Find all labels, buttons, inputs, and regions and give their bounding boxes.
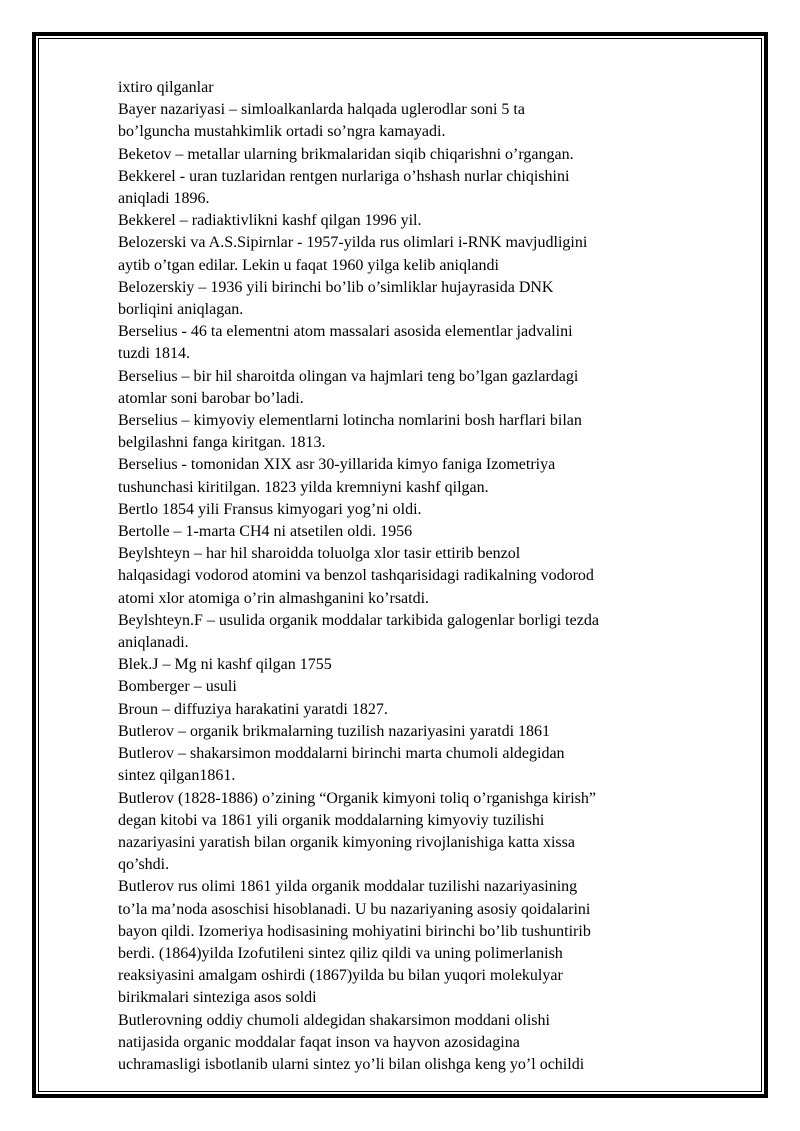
text-line: ixtiro qilganlar bbox=[118, 79, 214, 96]
text-line: Butlerov (1828-1886) o’zining “Organik kimyoni toliq o’rganishga kirish” bbox=[118, 789, 596, 807]
text-line: Bekkerel – radiaktivlikni kashf qilgan 1996 yil. bbox=[118, 212, 422, 230]
text-line: Beylshteyn.F – usulida organik moddalar tarkibida galogenlar borligi tezda bbox=[118, 611, 599, 629]
text-line: atomlar soni barobar bo’ladi. bbox=[118, 389, 304, 407]
text-line: Belozerskiy – 1936 yili birinchi bo’lib o’simliklar hujayrasida DNK bbox=[118, 278, 554, 296]
document-text bbox=[118, 77, 698, 1076]
text-line: bo’lguncha mustahkimlik ortadi so’ngra kamayadi. bbox=[118, 123, 446, 141]
text-line: Bertolle – 1-marta CH4 ni atsetilen oldi. 1956 bbox=[118, 523, 413, 541]
text-line: bayon qildi. Izomeriya hodisasining mohiyatini birinchi bo’lib tushuntirib bbox=[118, 922, 591, 940]
text-line: Beylshteyn – har hil sharoidda toluolga xlor tasir ettirib benzol bbox=[118, 545, 521, 563]
text-line: Butlerov rus olimi 1861 yilda organik moddalar tuzilishi nazariyasining bbox=[118, 878, 578, 896]
text-line: belgilashni fanga kiritgan. 1813. bbox=[118, 434, 326, 452]
text-line: Belozerski va A.S.Sipirnlar - 1957-yilda rus olimlari i-RNK mavjudligini bbox=[118, 234, 588, 252]
text-line: Bayer nazariyasi – simloalkanlarda halqada uglerodlar soni 5 ta bbox=[118, 101, 525, 119]
text-line: Butlerovning oddiy chumoli aldegidan shakarsimon moddani olishi bbox=[118, 1011, 550, 1029]
text-line: Bekkerel - uran tuzlaridan rentgen nurlariga o’hshash nurlar chiqishini bbox=[118, 167, 570, 185]
text-line: uchramasligi isbotlanib ularni sintez yo’li bilan olishga keng yo’l ochildi bbox=[118, 1055, 585, 1073]
text-line: qo’shdi. bbox=[118, 856, 170, 874]
text-line: natijasida organic moddalar faqat inson va hayvon azosidagina bbox=[118, 1033, 520, 1051]
text-line: berdi. (1864)yilda Izofutileni sintez qiliz qildi va uning polimerlanish bbox=[118, 944, 563, 962]
text-line: aytib o’tgan edilar. Lekin u faqat 1960 yilga kelib aniqlandi bbox=[118, 256, 499, 274]
text-line: Berselius – kimyoviy elementlarni lotincha nomlarini bosh harflari bilan bbox=[118, 412, 582, 430]
text-line: Beketov – metallar ularning brikmalaridan siqib chiqarishni o’rgangan. bbox=[118, 145, 574, 163]
text-line: Butlerov – organik brikmalarning tuzilish nazariyasini yaratdi 1861 bbox=[118, 722, 551, 740]
text-line: tuzdi 1814. bbox=[118, 345, 190, 363]
text-line: Bertlo 1854 yili Fransus kimyogari yog’ni oldi. bbox=[118, 500, 422, 518]
text-line: to’la ma’noda asoschisi hisoblanadi. U bu nazariyaning asosiy qoidalarini bbox=[118, 900, 591, 918]
text-line: reaksiyasini amalgam oshirdi (1867)yilda bu bilan yuqori molekulyar bbox=[118, 967, 563, 985]
text-line: degan kitobi va 1861 yili organik moddalarning kimyoviy tuzilishi bbox=[118, 811, 545, 829]
text-line: aniqladi 1896. bbox=[118, 190, 210, 208]
text-line: sintez qilgan1861. bbox=[118, 767, 236, 785]
text-line: atomi xlor atomiga o’rin almashganini ko’rsatdi. bbox=[118, 589, 430, 607]
text-line: birikmalari sinteziga asos soldi bbox=[118, 989, 317, 1007]
text-line: Berselius – bir hil sharoitda olingan va hajmlari teng bo’lgan gazlardagi bbox=[118, 367, 579, 385]
text-line: Berselius - tomonidan XIX asr 30-yillarida kimyo faniga Izometriya bbox=[118, 456, 556, 474]
text-line: halqasidagi vodorod atomini va benzol tashqarisidagi radikalning vodorod bbox=[118, 567, 594, 585]
text-line: borliqini aniqlagan. bbox=[118, 301, 244, 319]
text-line: Blek.J – Mg ni kashf qilgan 1755 bbox=[118, 656, 332, 674]
text-line: tushunchasi kiritilgan. 1823 yilda kremniyni kashf qilgan. bbox=[118, 478, 489, 496]
text-line: nazariyasini yaratish bilan organik kimyoning rivojlanishiga katta xissa bbox=[118, 833, 575, 851]
text-line: Berselius - 46 ta elementni atom massalari asosida elementlar jadvalini bbox=[118, 323, 573, 341]
text-line: aniqlanadi. bbox=[118, 634, 189, 652]
text-line: Broun – diffuziya harakatini yaratdi 1827. bbox=[118, 700, 388, 718]
text-line: Butlerov – shakarsimon moddalarni birinchi marta chumoli aldegidan bbox=[118, 745, 565, 763]
text-line: Bomberger – usuli bbox=[118, 678, 237, 696]
